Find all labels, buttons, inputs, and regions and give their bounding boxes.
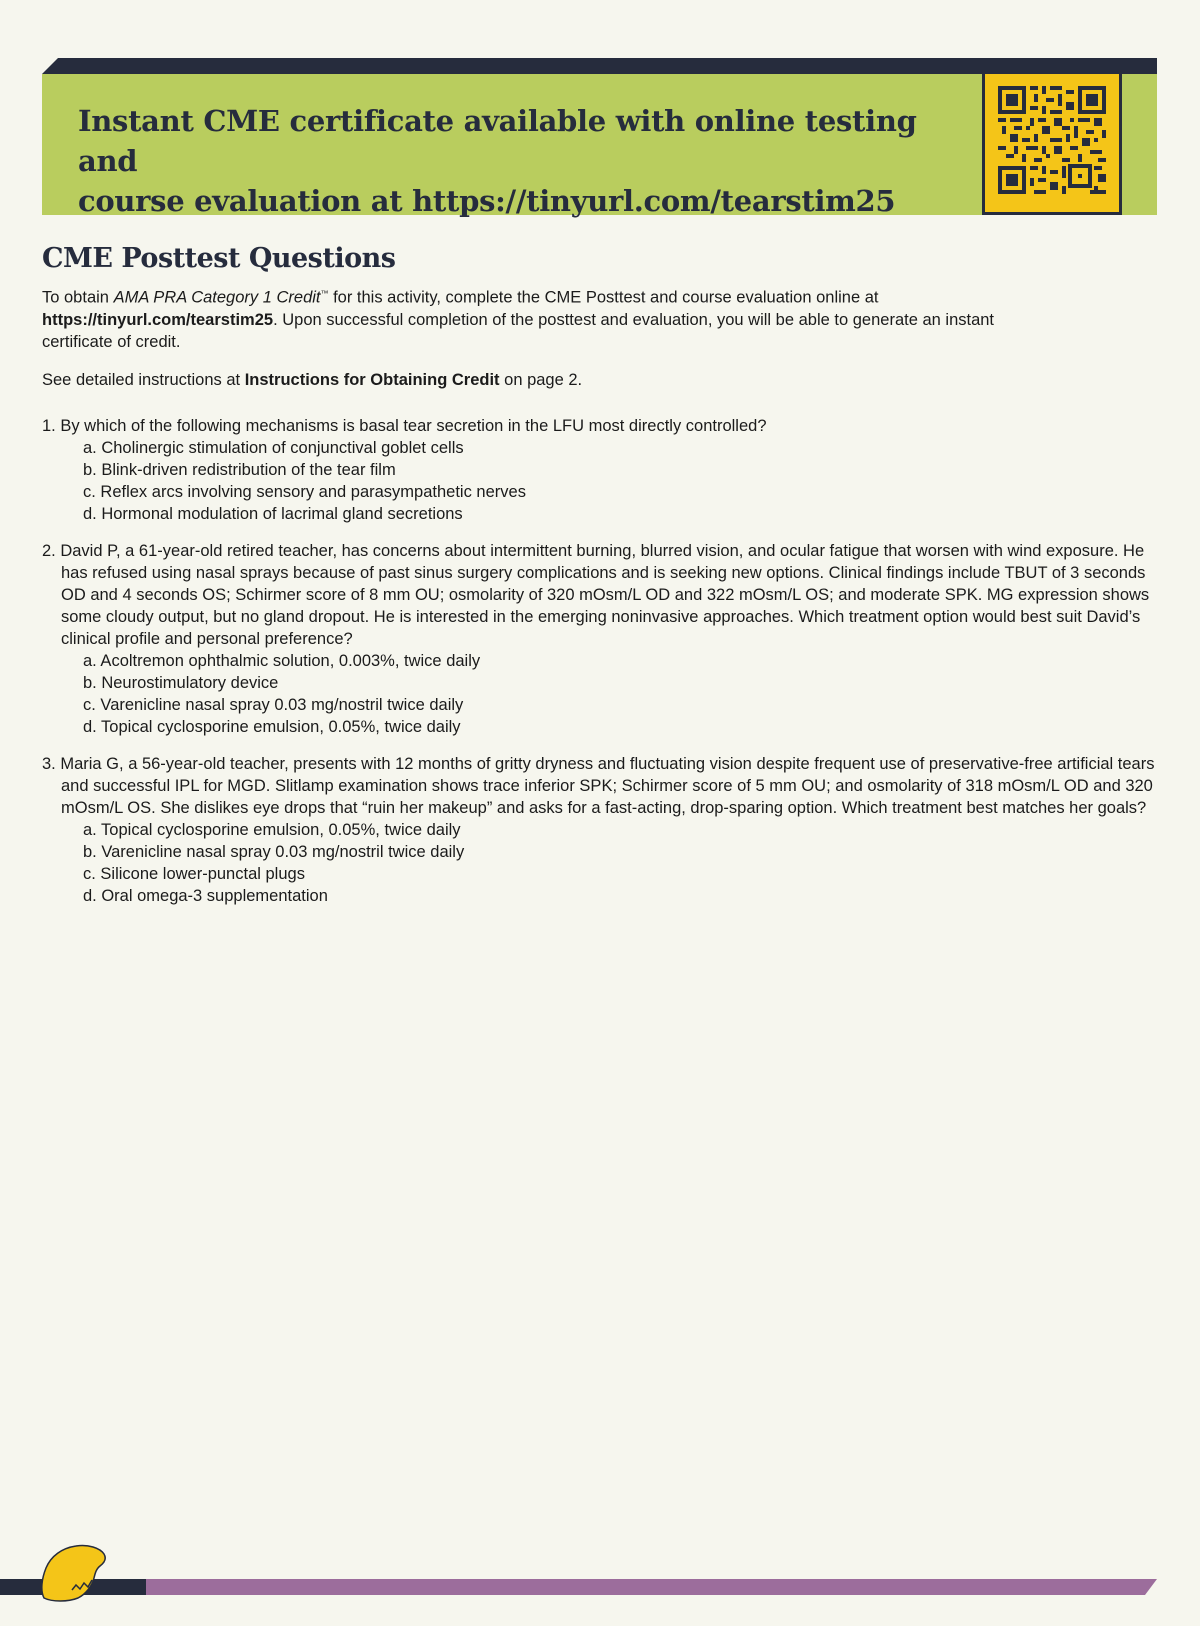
cme-banner bbox=[42, 74, 1157, 218]
intro-text-c: . Upon successful completion of the posttest and evaluation, you will be able to generate an instant certificate of credit. bbox=[42, 310, 995, 351]
question-stem: 2. David P, a 61-year-old retired teacher, has concerns about intermittent burning, blurred vision, and ocular fatigue that worsen with wind exposure. He has refused using nasal sprays because of past sinus surgery complications and is seeking new options. Clinical findings include TBUT of 3 seconds OD and 4 seconds OS; Schirmer score of 8 mm OU; osmolarity of 320 mOsm/L OD and 322 mOsm/L OS; and moderate SPK. MG expression shows some cloudy output, but no gland dropout. He is interested in the emerging noninvasive approaches. Which treatment option would best suit David’s clinical profile and personal preference? bbox=[42, 542, 1150, 648]
banner-line-2-prefix: course evaluation at bbox=[78, 184, 413, 218]
banner-line-2 bbox=[78, 181, 938, 221]
option-item: d. Hormonal modulation of lacrimal gland secretions bbox=[83, 505, 463, 523]
option-list bbox=[42, 437, 1162, 525]
credit-name: AMA PRA Category 1 Credit bbox=[113, 288, 321, 307]
intro-text-a: To obtain bbox=[42, 288, 114, 307]
option-item: c. Varenicline nasal spray 0.03 mg/nostril twice daily bbox=[83, 696, 464, 714]
instructions-text-a: See detailed instructions at bbox=[42, 370, 245, 389]
option-item: a. Topical cyclosporine emulsion, 0.05%, twice daily bbox=[83, 821, 461, 839]
option-item: d. Topical cyclosporine emulsion, 0.05%, twice daily bbox=[83, 718, 461, 736]
question-stem: 3. Maria G, a 56-year-old teacher, presents with 12 months of gritty dryness and fluctuating vision despite frequent use of preservative-free artificial tears and successful IPL for MGD. Slitlamp examination shows trace inferior SPK; Schirmer score of 5 mm OU; and osmolarity of 318 mOsm/L OD and 320 mOsm/L OS. She dislikes eye drops that “ruin her makeup” and asks for a fast-acting, drop-sparing option. Which treatment best matches her goals? bbox=[42, 755, 1155, 817]
instructions-reference: Instructions for Obtaining Credit bbox=[244, 370, 500, 389]
banner-text bbox=[78, 101, 938, 221]
option-list bbox=[42, 819, 1162, 907]
qr-code-icon bbox=[998, 86, 1106, 194]
option-item: a. Acoltremon ophthalmic solution, 0.003%, twice daily bbox=[83, 652, 481, 670]
question-2 bbox=[42, 540, 1162, 738]
option-item: b. Neurostimulatory device bbox=[83, 674, 279, 692]
brand-mark-icon bbox=[38, 1540, 108, 1602]
banner-url-link[interactable]: https://tinyurl.com/tearstim25 bbox=[412, 184, 896, 218]
option-item: c. Reflex arcs involving sensory and parasympathetic nerves bbox=[83, 483, 526, 501]
posttest-url-link[interactable]: https://tinyurl.com/tearstim25 bbox=[42, 310, 274, 329]
page-title: CME Posttest Questions bbox=[42, 243, 396, 274]
question-list bbox=[42, 415, 1162, 922]
option-item: b. Blink-driven redistribution of the tear film bbox=[83, 461, 396, 479]
footer-stripe-accent bbox=[146, 1579, 1157, 1595]
option-item: a. Cholinergic stimulation of conjunctival goblet cells bbox=[83, 439, 464, 457]
option-item: b. Varenicline nasal spray 0.03 mg/nostril twice daily bbox=[83, 843, 465, 861]
question-stem: 1. By which of the following mechanisms is basal tear secretion in the LFU most directly controlled? bbox=[42, 417, 767, 435]
option-item: d. Oral omega-3 supplementation bbox=[83, 887, 328, 905]
instructions-paragraph bbox=[42, 369, 1062, 391]
option-item: c. Silicone lower-punctal plugs bbox=[83, 865, 305, 883]
intro-text-b: for this activity, complete the CME Posttest and course evaluation online at bbox=[328, 288, 879, 307]
instructions-text-b: on page 2. bbox=[499, 370, 583, 389]
qr-code-box[interactable] bbox=[982, 74, 1122, 215]
intro-paragraph bbox=[42, 283, 1062, 353]
intro-section bbox=[42, 283, 1062, 391]
option-list bbox=[42, 650, 1162, 738]
banner-top-stripe bbox=[42, 58, 1157, 74]
question-3 bbox=[42, 753, 1162, 907]
banner-line-1: Instant CME certificate available with online testing and bbox=[78, 104, 917, 178]
question-1 bbox=[42, 415, 1162, 525]
trademark-symbol: ™ bbox=[320, 289, 329, 298]
